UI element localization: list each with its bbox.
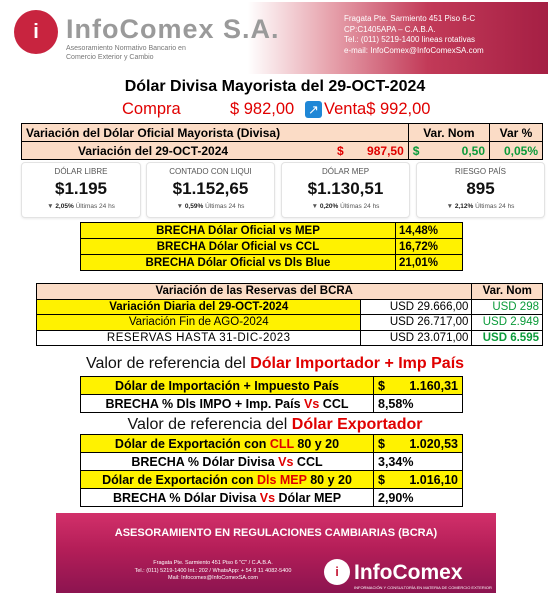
table-row <box>81 453 463 471</box>
variation-row-value <box>306 142 408 160</box>
footer-line: Tel.: (011) 5219-1400 Int.: 202 / WhatsApp: + 54 9 11 4082-5400 <box>134 567 292 574</box>
ref-prefix: Valor de referencia del <box>85 355 251 372</box>
card-contado-con-liqui <box>146 162 275 218</box>
reserves-label: RESERVAS HASTA 31-DIC-2023 <box>37 330 361 346</box>
table-row <box>81 239 463 255</box>
exporter-label <box>81 435 374 453</box>
currency-symbol: $ <box>374 471 395 489</box>
label-text: BRECHA % Dls IMPO + Imp. País <box>105 396 305 411</box>
reserves-label: Variación Fin de AGO-2024 <box>37 315 361 331</box>
card-change <box>282 203 409 210</box>
card-label: RIESGO PAÍS <box>455 167 506 176</box>
card-change-value: 2,05% <box>55 203 74 210</box>
label-text: BRECHA % Dólar Divisa <box>131 454 279 469</box>
vs-text: Vs <box>278 454 294 469</box>
exporter-label <box>81 471 374 489</box>
variation-header: Variación del Dólar Oficial Mayorista (Divisa) <box>22 124 409 142</box>
page-title: Dólar Divisa Mayorista del 29-OCT-2024 <box>124 78 426 95</box>
importer-label: Dólar de Importación + Impuesto País <box>81 377 374 395</box>
currency-symbol: $ <box>374 435 395 453</box>
card-change <box>417 203 544 210</box>
card-value: 895 <box>466 179 495 198</box>
variation-pct: 0,05% <box>490 142 543 160</box>
variation-table <box>21 123 543 160</box>
table-row <box>22 124 543 142</box>
variation-row-label: Variación del 29-OCT-2024 <box>22 142 307 160</box>
brand-name: InfoComex S.A. <box>66 14 280 44</box>
card-dolar-libre <box>21 162 141 218</box>
table-row <box>81 223 463 239</box>
card-change-value: 0,59% <box>184 203 204 210</box>
address-line: CP:C1405APA – C.A.B.A. <box>344 24 436 34</box>
venta-value: Venta$ 992,00 <box>324 100 431 118</box>
currency-symbol: $ <box>337 143 344 158</box>
brecha-value: 16,72% <box>396 239 463 255</box>
ref-prefix: Valor de referencia del <box>127 416 292 433</box>
table-row <box>37 315 543 331</box>
exporter-value: 1.016,10 <box>394 471 463 489</box>
importer-table <box>80 376 463 413</box>
label-text: 80 y 20 <box>306 472 352 487</box>
table-row <box>37 299 543 315</box>
card-dolar-mep <box>281 162 410 218</box>
down-arrow-icon: ▼ <box>446 203 453 210</box>
brecha-value: 14,48% <box>396 223 463 239</box>
brand-subtitle <box>66 44 266 62</box>
table-row <box>81 255 463 271</box>
card-label: DÓLAR LIBRE <box>54 167 108 176</box>
exporter-table <box>80 434 463 507</box>
address-line: e-mail: InfoComex@InfoComexSA.com <box>344 45 484 55</box>
card-change-suffix: Últimas 24 hs <box>340 203 380 210</box>
card-label: DÓLAR MEP <box>321 167 370 176</box>
card-change <box>22 203 140 210</box>
exporter-brecha-value: 3,34% <box>374 453 463 471</box>
down-arrow-icon: ▼ <box>47 203 54 210</box>
col-var-pct: Var % <box>490 124 543 142</box>
card-value: $1.130,51 <box>307 179 384 198</box>
exporter-reference-title <box>0 416 550 434</box>
currency-symbol: $ <box>374 377 395 395</box>
col-var-nom: Var. Nom <box>408 124 489 142</box>
card-change-suffix: Últimas 24 hs <box>75 203 115 210</box>
vs-text: Vs <box>259 490 276 505</box>
footer-title: ASESORAMIENTO EN REGULACIONES CAMBIARIAS (BCRA) <box>114 527 438 539</box>
table-row <box>81 435 463 453</box>
table-row <box>81 489 463 507</box>
up-arrow-icon: ↗ <box>305 101 322 118</box>
address-line: Tel.: (011) 5219-1400 lineas rotativas <box>344 35 476 44</box>
reserves-table <box>36 283 543 346</box>
importer-value: 1.160,31 <box>394 377 463 395</box>
brecha-value: 21,01% <box>396 255 463 271</box>
reserves-amount: USD 26.717,00 <box>361 315 472 331</box>
label-text: Dólar MEP <box>275 490 342 505</box>
brecha-table <box>80 222 463 271</box>
table-row <box>81 471 463 489</box>
card-value: $1.152,65 <box>172 179 249 198</box>
card-change-value: 2,12% <box>454 203 474 210</box>
reserves-label: Variación Diaria del 29-OCT-2024 <box>37 299 361 315</box>
footer-line: Mail: Infocomex@InfoComexSA.com <box>168 575 258 581</box>
importer-brecha-value: 8,58% <box>374 395 463 413</box>
label-text: Dólar de Exportación con <box>102 472 257 487</box>
card-change-suffix: Últimas 24 hs <box>205 203 245 210</box>
variation-nom: 0,50 <box>427 142 490 160</box>
card-change-value: 0,20% <box>319 203 339 210</box>
reserves-header: Variación de las Reservas del BCRA <box>37 284 472 300</box>
label-red: Dls MEP <box>256 472 307 487</box>
address-line: Fragata Pte. Sarmiento 451 Piso 6-C <box>344 14 476 23</box>
footer-brand: InfoComex <box>354 561 463 584</box>
label-text: CCL <box>293 454 323 469</box>
brand-subtitle-line: Asesoramiento Normativo Bancario en <box>66 45 186 52</box>
footer-tagline: INFORMACIÓN Y CONSULTORÍA EN MATERIA DE COMERCIO EXTERIOR <box>354 585 492 590</box>
label-text: BRECHA % Dólar Divisa <box>112 490 260 505</box>
importer-reference-title <box>0 355 550 373</box>
reserves-amount: USD 29.666,00 <box>361 299 472 315</box>
reserves-var: USD 298 <box>472 299 543 315</box>
compra-label: Compra <box>122 100 181 118</box>
brecha-label: BRECHA Dólar Oficial vs Dls Blue <box>81 255 396 271</box>
table-row <box>81 377 463 395</box>
card-change-suffix: Últimas 24 hs <box>475 203 515 210</box>
brecha-label: BRECHA Dólar Oficial vs MEP <box>81 223 396 239</box>
exporter-brecha-value: 2,90% <box>374 489 463 507</box>
table-row <box>37 284 543 300</box>
card-change <box>147 203 274 210</box>
brand-subtitle-line: Comercio Exterior y Cambio <box>66 54 154 61</box>
down-arrow-icon: ▼ <box>176 203 183 210</box>
footer-logo-icon: i <box>324 559 350 585</box>
table-row <box>22 142 543 160</box>
reserves-var: USD 2.949 <box>472 315 543 331</box>
brecha-label: BRECHA Dólar Oficial vs CCL <box>81 239 396 255</box>
reserves-var: USD 6.595 <box>472 330 543 346</box>
reserves-amount: USD 23.071,00 <box>361 330 472 346</box>
exporter-brecha-label <box>81 453 374 471</box>
importer-brecha-label <box>81 395 374 413</box>
compra-value: $ 982,00 <box>230 100 295 118</box>
label-text: 80 y 20 <box>293 436 340 451</box>
header-address <box>344 14 544 56</box>
variation-value: 987,50 <box>367 143 404 158</box>
exporter-value: 1.020,53 <box>394 435 463 453</box>
down-arrow-icon: ▼ <box>311 203 318 210</box>
label-text: CCL <box>319 396 349 411</box>
footer-line: Fragata Pte. Sarmiento 451 Piso 6 "C" / C.A.B.A. <box>153 560 273 566</box>
footer-contact <box>118 560 308 583</box>
table-row <box>37 330 543 346</box>
vs-text: Vs <box>304 396 320 411</box>
label-red: CLL <box>269 436 294 451</box>
ref-bold: Dólar Exportador <box>291 416 423 433</box>
reserves-col: Var. Nom <box>472 284 543 300</box>
card-value: $1.195 <box>55 179 107 198</box>
exporter-brecha-label <box>81 489 374 507</box>
brand-logo-mark: i <box>33 21 39 43</box>
ref-bold: Dólar Importador + Imp País <box>250 355 465 372</box>
card-riesgo-pais <box>416 162 545 218</box>
table-row <box>81 395 463 413</box>
card-label: CONTADO CON LIQUI <box>169 167 252 176</box>
currency-symbol: $ <box>408 142 427 160</box>
label-text: Dólar de Exportación con <box>114 436 270 451</box>
